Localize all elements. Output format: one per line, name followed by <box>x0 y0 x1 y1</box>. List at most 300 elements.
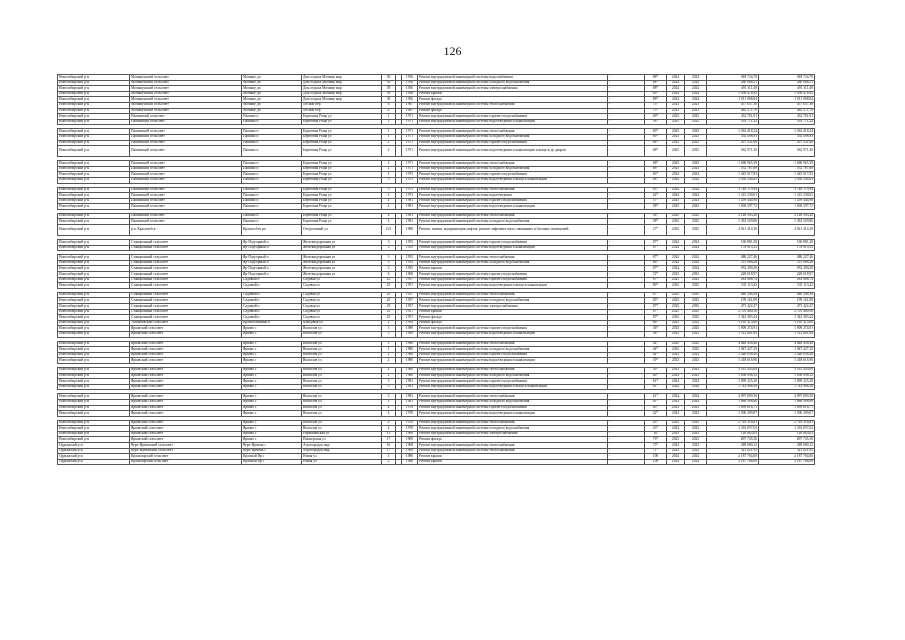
table-cell: 1981 <box>402 394 418 400</box>
table-cell: Ремонт внутридомовой инженерной системы водоотведения и канализации <box>418 204 608 210</box>
table-cell: 562 971,30 <box>759 146 815 157</box>
table-cell: 2025 <box>667 292 685 298</box>
table-cell: Ремонт внутридомовой инженерной системы теплоснабжения <box>418 129 608 135</box>
table-cell: 535 113,42 <box>707 283 759 289</box>
table-cell: - <box>608 108 645 114</box>
table-cell: 473 422,47 <box>707 304 759 310</box>
table-cell: 1986 <box>402 454 418 460</box>
table-cell: 2023 <box>685 352 707 358</box>
table-cell: - <box>608 405 645 411</box>
table-cell: Яр-Подгорный п <box>242 240 302 246</box>
table-cell: Вокзалов ул <box>302 373 382 379</box>
table-cell: Пашино п <box>242 213 302 219</box>
table-cell: 2023 <box>685 358 707 364</box>
table-cell: Пашинский сельсовет <box>130 219 242 225</box>
table-cell: 68* <box>645 177 667 183</box>
table-cell: 87* <box>645 304 667 310</box>
table-cell: 1 909 374,91 <box>707 326 759 332</box>
table-cell: Станционный сельсовет <box>130 315 242 321</box>
table-cell: Ремонт внутридомовой инженерной системы холодного водоснабжения <box>418 134 608 140</box>
table-cell: 4 <box>382 405 396 411</box>
table-cell: 69* <box>645 91 667 97</box>
table-cell: Красноярский сельсовет <box>130 459 242 465</box>
table-cell: Ярковский сельсовет <box>130 373 242 379</box>
table-cell: Ярковский сельсовет <box>130 405 242 411</box>
table-cell: 2025 <box>685 283 707 289</box>
table-cell: Ярково с <box>242 394 302 400</box>
table-cell: 1980 <box>402 347 418 353</box>
table-cell: 2025 <box>685 204 707 210</box>
table-cell: Пашино п <box>242 140 302 146</box>
table-cell: 1 668 965,39 <box>759 161 815 167</box>
table-cell: Ремонт внутридомовой инженерной системы холодного водоснабжения <box>418 399 608 405</box>
table-cell: Новосибирский р-н <box>58 373 130 379</box>
table-cell: 1981 <box>402 204 418 210</box>
table-cell: Новосибирский р-н <box>58 172 130 178</box>
table-cell: 1955 <box>402 266 418 272</box>
table-cell: 1957 <box>402 309 418 315</box>
table-cell: 2 187 764,00 <box>707 459 759 465</box>
table-cell: 87* <box>645 309 667 315</box>
table-cell: 62* <box>645 193 667 199</box>
table-cell: 2025 <box>667 161 685 167</box>
table-cell: 25 <box>382 283 396 289</box>
table-cell: 1968 <box>402 443 418 449</box>
table-cell: Ремонт внутридомовой инженерной системы холодного водоснабжения <box>418 426 608 432</box>
table-cell: 2025 <box>667 347 685 353</box>
table-cell: Ремонт внутридомовой инженерной системы теплоснабжения <box>418 367 608 373</box>
table-cell: Ремонт внутридомовой инженерной системы горячего водоснабжения <box>418 405 608 411</box>
table-cell: - <box>608 172 645 178</box>
table-cell: Новосибирский р-н <box>58 225 130 236</box>
table-cell: Береговая Роща ул <box>302 187 382 193</box>
table-cell: Новосибирский р-н <box>58 97 130 103</box>
table-cell: 2025 <box>667 204 685 210</box>
table-cell: - <box>608 283 645 289</box>
table-cell: 1956 <box>402 86 418 92</box>
table-cell: 280 068,51 <box>707 80 759 86</box>
table-cell: Ремонт внутридомовой инженерной системы холодного водоснабжения <box>418 166 608 172</box>
table-cell: Ремонт внутридомовой инженерной системы водоотведения и канализации <box>418 358 608 364</box>
table-cell: Железнодорожная ул <box>302 266 382 272</box>
table-cell: 2024 <box>667 80 685 86</box>
table-cell: Новосибирский р-н <box>58 86 130 92</box>
table-cell: 2025 <box>667 213 685 219</box>
table-cell: Ремонт внутридомовой инженерной системы теплоснабжения <box>418 102 608 108</box>
table-cell: Новосибирский р-н <box>58 134 130 140</box>
table-cell: Верх-Ирмень с <box>242 443 302 449</box>
table-cell: 213 <box>382 225 396 236</box>
table-cell: Пашино п <box>242 172 302 178</box>
table-cell: Ремонт внутридомовой инженерной системы теплоснабжения <box>418 394 608 400</box>
table-cell: - <box>608 75 645 81</box>
table-cell: 6 <box>382 272 396 278</box>
table-cell: Ремонт внутридомовой инженерной системы горячего водоснабжения <box>418 277 608 283</box>
table-cell: Садовая ул <box>302 304 382 310</box>
table-cell: 1973 <box>402 177 418 183</box>
table-cell: Ярково с <box>242 431 302 437</box>
table-cell: 1957 <box>402 315 418 321</box>
table-cell: Новосибирский р-н <box>58 255 130 261</box>
table-cell: - <box>608 129 645 135</box>
table-cell: 1959 <box>402 320 418 326</box>
table-cell: 2025 <box>685 347 707 353</box>
table-cell: Ремонт внутридомовой инженерной системы электроснабжения <box>418 431 608 437</box>
table-cell: Пашино п <box>242 119 302 125</box>
table-cell: 932 390,30 <box>759 266 815 272</box>
table-cell: 2023 <box>685 411 707 417</box>
table-cell: 2 <box>382 373 396 379</box>
table-cell: - <box>608 411 645 417</box>
table-cell: 1 500 299,07 <box>707 411 759 417</box>
table-cell: 58* <box>645 213 667 219</box>
table-cell: 2023 <box>667 320 685 326</box>
table-cell: 1981 <box>402 213 418 219</box>
table-cell: 68* <box>645 140 667 146</box>
table-cell: 1978 <box>402 420 418 426</box>
table-cell: Береговая Роща ул <box>302 166 382 172</box>
table-cell: 1971 <box>402 129 418 135</box>
table-cell: 3 <box>382 454 396 460</box>
table-cell: 4 648 456,46 <box>759 341 815 347</box>
table-cell: Новосибирский р-н <box>58 146 130 157</box>
table-cell: Ярковский сельсовет <box>130 394 242 400</box>
capital-repair-register-table <box>57 74 815 465</box>
table-cell: Садовая ул <box>302 292 382 298</box>
table-cell: Дом отдыха Мочище мкр <box>302 86 382 92</box>
table-cell: - <box>608 102 645 108</box>
table-cell: 3 <box>382 260 396 266</box>
table-cell: Ремонт внутридомовой инженерной системы водоотведения и выпуск канализации <box>418 177 608 183</box>
table-cell: 1 <box>382 129 396 135</box>
table-cell: Садовый п <box>242 298 302 304</box>
table-cell: Садовая ул <box>302 283 382 289</box>
table-cell: Ордынский р-н <box>58 459 130 465</box>
table-cell: Первомайская ул <box>302 431 382 437</box>
table-cell: Вокзалов ул <box>302 411 382 417</box>
table-cell: Ремонт внутридомовой инженерной системы водоотведения и канализации и выпуск до дворов <box>418 146 608 157</box>
table-cell: - <box>608 161 645 167</box>
table-cell: 1 426 056,40 <box>759 352 815 358</box>
table-cell: 491 311,49 <box>759 86 815 92</box>
table-cell: 27* <box>645 225 667 236</box>
table-cell: 1980 <box>402 358 418 364</box>
table-cell: 4 648 456,46 <box>707 341 759 347</box>
table-cell: - <box>608 177 645 183</box>
table-cell: 432 761,91 <box>759 114 815 120</box>
table-cell: 73* <box>645 443 667 449</box>
table-cell: - <box>608 320 645 326</box>
table-cell: 2024 <box>685 86 707 92</box>
table-cell: Ярково с <box>242 326 302 332</box>
table-cell: 100 <box>645 454 667 460</box>
table-cell: Пашинский сельсовет <box>130 193 242 199</box>
table-cell: 2023 <box>667 102 685 108</box>
table-cell: Береговая Роща ул <box>302 219 382 225</box>
table-cell: Мочище дп <box>242 91 302 97</box>
table-cell: Пашинский сельсовет <box>130 166 242 172</box>
table-cell: Ярково с <box>242 399 302 405</box>
table-cell: 2025 <box>667 298 685 304</box>
table-cell: 228 618,97 <box>707 272 759 278</box>
table-cell: 2025 <box>685 326 707 332</box>
table-cell: 39 <box>382 80 396 86</box>
table-cell: 69* <box>645 129 667 135</box>
table-cell: 40* <box>645 373 667 379</box>
table-cell: Железнодорожная ул <box>302 272 382 278</box>
table-cell: Станционный сельсовет <box>130 292 242 298</box>
table-cell: Отгрузочный ул <box>302 225 382 236</box>
table-cell: 87* <box>645 292 667 298</box>
table-cell: 2 <box>382 166 396 172</box>
table-cell: 1981 <box>402 384 418 390</box>
table-cell: Пашинский сельсовет <box>130 129 242 135</box>
table-cell: 280 068,51 <box>759 80 815 86</box>
table-cell: Новосибирский р-н <box>58 341 130 347</box>
table-cell: 1 342 383,44 <box>759 315 815 321</box>
table-cell: 2025 <box>667 146 685 157</box>
table-cell: Красноглинный п <box>242 320 302 326</box>
table-cell: Новосибирский р-н <box>58 331 130 337</box>
table-cell: Яр-Подгорный п <box>242 266 302 272</box>
table-row <box>58 459 815 465</box>
table-cell: Ярковский сельсовет <box>130 331 242 337</box>
table-cell: 25 <box>382 315 396 321</box>
table-cell: 1 668 965,39 <box>707 161 759 167</box>
table-cell: 39* <box>645 367 667 373</box>
table-cell: 552 767,60 <box>759 166 815 172</box>
table-cell: Ремонт внутридомовой инженерной системы горячего водоснабжения <box>418 272 608 278</box>
table-cell: 88* <box>645 97 667 103</box>
table-cell: Береговая Роща ул <box>302 161 382 167</box>
table-cell: Береговая Роща ул <box>302 119 382 125</box>
table-cell: Новосибирский р-н <box>58 198 130 204</box>
table-cell: Верх-Ирменский сельсовет <box>130 448 242 454</box>
table-cell: Мочищенский сельсовет <box>130 75 242 81</box>
table-cell: Ярково с <box>242 373 302 379</box>
table-cell: Ремонт внутридомовой инженерной системы горячего водоснабжения <box>418 172 608 178</box>
table-cell: Новосибирский р-н <box>58 213 130 219</box>
table-cell: Ремонт фасада <box>418 320 608 326</box>
table-cell: Новосибирский р-н <box>58 326 130 332</box>
table-cell: Новосибирский р-н <box>58 320 130 326</box>
table-cell: 562 971,30 <box>707 146 759 157</box>
table-cell: Пашинский сельсовет <box>130 140 242 146</box>
table-cell: 42* <box>645 411 667 417</box>
table-cell: Ордынский р-н <box>58 454 130 460</box>
table-cell: 3 <box>382 399 396 405</box>
table-cell: Ремонт внутридомовой инженерной системы теплоснабжения <box>418 443 608 449</box>
table-cell: Пашинский сельсовет <box>130 172 242 178</box>
table-cell: 2023 <box>685 426 707 432</box>
table-cell: Вокзалов ул <box>302 367 382 373</box>
table-cell: - <box>608 277 645 283</box>
table-cell: Станционный сельсовет <box>130 245 242 251</box>
table-cell: Ярково с <box>242 405 302 411</box>
table-cell: 2023 <box>667 420 685 426</box>
table-cell: 2 <box>382 459 396 465</box>
table-cell: 2024 <box>685 399 707 405</box>
table-cell: Новосибирский р-н <box>58 379 130 385</box>
table-cell: 2024 <box>667 172 685 178</box>
table-cell: 2023 <box>685 420 707 426</box>
table-cell: Новосибирский р-н <box>58 80 130 86</box>
table-cell: 1 215 230,61 <box>759 193 815 199</box>
table-cell: 1955 <box>402 260 418 266</box>
table-cell: 2024 <box>685 177 707 183</box>
table-cell: Железнодорожная ул <box>302 240 382 246</box>
table-cell: 2023 <box>685 405 707 411</box>
table-cell: 2024 <box>667 97 685 103</box>
table-cell: Ярковский сельсовет <box>130 347 242 353</box>
table-cell: - <box>608 292 645 298</box>
table-cell: Вокзалов ул <box>302 405 382 411</box>
table-cell: 2024 <box>667 86 685 92</box>
table-cell: Железнодорожная ул <box>302 260 382 266</box>
table-cell: Станционный сельсовет <box>130 304 242 310</box>
table-cell: 2023 <box>685 320 707 326</box>
table-cell: 72* <box>645 272 667 278</box>
table-cell: Новосибирский р-н <box>58 283 130 289</box>
table-cell: - <box>608 213 645 219</box>
table-cell: Садовая ул <box>302 309 382 315</box>
table-cell: 4 <box>382 219 396 225</box>
table-cell: 2025 <box>685 129 707 135</box>
table-cell: 2024 <box>667 454 685 460</box>
table-cell: Ремонт крыши <box>418 266 608 272</box>
table-cell: 2024 <box>667 193 685 199</box>
table-cell: 2025 <box>685 304 707 310</box>
table-cell: Яр-Подгорный п <box>242 245 302 251</box>
table-cell: Пашино п <box>242 204 302 210</box>
table-cell: Ремонт внутридомовой инженерной системы теплоснабжения <box>418 292 608 298</box>
table-cell: Новосибирский р-н <box>58 420 130 426</box>
table-cell: 1 045 917,83 <box>759 172 815 178</box>
table-cell: 1 215 230,61 <box>707 193 759 199</box>
table-cell: 2024 <box>667 379 685 385</box>
table-cell: Станционный сельсовет <box>130 272 242 278</box>
table-cell: 2 <box>382 367 396 373</box>
table-cell: 61* <box>645 399 667 405</box>
table-cell: 61* <box>645 379 667 385</box>
table-cell: 3 181 443,69 <box>707 367 759 373</box>
table-cell: 473 422,47 <box>759 304 815 310</box>
table-cell: 44* <box>645 352 667 358</box>
table-cell: Береговая Роща ул <box>302 140 382 146</box>
table-row <box>58 146 815 157</box>
table-cell: Пашинский сельсовет <box>130 198 242 204</box>
table-cell: 846 348,56 <box>707 292 759 298</box>
table-cell: 1 886 908,86 <box>759 399 815 405</box>
table-cell: 1969 <box>402 437 418 443</box>
table-cell: 1 056 478,92 <box>707 91 759 97</box>
table-cell: 1 886 908,86 <box>707 399 759 405</box>
page-number: 126 <box>443 44 462 58</box>
table-cell: Ордынский р-н <box>58 443 130 449</box>
table-cell: Ордынский р-н <box>58 448 130 454</box>
table-cell: Железнодорожная ул <box>302 255 382 261</box>
table-cell: 39* <box>645 358 667 364</box>
table-cell: 2024 <box>685 394 707 400</box>
table-cell: Ремонт фасада <box>418 97 608 103</box>
table-cell: - <box>608 80 645 86</box>
table-cell: Вокзалов ул <box>302 420 382 426</box>
table-cell: Ремонт внутридомовой инженерной системы холодного водоснабжения <box>418 260 608 266</box>
table-cell: Вокзалов ул <box>302 426 382 432</box>
table-cell: 2024 <box>685 255 707 261</box>
table-cell: 1 011 008,84 <box>707 97 759 103</box>
table-cell: 2 <box>382 146 396 157</box>
table-cell: 1 562 418,24 <box>707 129 759 135</box>
table-cell: Пашино п <box>242 129 302 135</box>
table-cell: 3 <box>382 177 396 183</box>
table-cell: 25 <box>382 277 396 283</box>
table-cell: 39 <box>382 97 396 103</box>
table-cell: 2024 <box>685 454 707 460</box>
table-cell: 160 881,28 <box>707 240 759 246</box>
table-cell: - <box>608 225 645 236</box>
table-cell: 2025 <box>685 309 707 315</box>
table-cell: Ремонт внутридомовой инженерной системы теплоснабжения <box>418 448 608 454</box>
table-cell: Новосибирский р-н <box>58 431 130 437</box>
table-cell: - <box>608 437 645 443</box>
table-cell: Ярково с <box>242 347 302 353</box>
table-cell: Новосибирский р-н <box>58 119 130 125</box>
table-cell: 2024 <box>685 187 707 193</box>
table-cell: 2023 <box>667 367 685 373</box>
table-cell: 2025 <box>685 166 707 172</box>
table-cell: 3 148 393,28 <box>759 213 815 219</box>
table-cell: 480 227,46 <box>707 255 759 261</box>
table-cell: Ремонт внутридомовой инженерной системы теплоснабжения <box>418 341 608 347</box>
table-cell: Садовый п <box>242 304 302 310</box>
table-cell: 3 <box>382 240 396 246</box>
table-cell: Ярковский сельсовет <box>130 420 242 426</box>
table-cell: Новосибирский р-н <box>58 204 130 210</box>
table-cell: 4 <box>382 204 396 210</box>
table-cell: 283 086,74 <box>707 277 759 283</box>
table-cell: - <box>608 166 645 172</box>
table-cell: Яр-Подгорный п <box>242 272 302 278</box>
table-cell: Мочищенский сельсовет <box>130 91 242 97</box>
table-cell: 1986 <box>402 459 418 465</box>
table-cell: Ярково с <box>242 420 302 426</box>
table-cell: Новосибирский р-н <box>58 240 130 246</box>
table-cell: 1960 <box>402 431 418 437</box>
table-cell: 85 <box>645 431 667 437</box>
table-cell: Ремонт крыши <box>418 454 608 460</box>
table-cell: - <box>608 146 645 157</box>
table-cell: Ярковский сельсовет <box>130 367 242 373</box>
table-cell: 6 <box>382 102 396 108</box>
table-cell: Красный Яр с <box>242 454 302 460</box>
table-cell: 4 997 809,30 <box>759 394 815 400</box>
table-cell: 58* <box>645 119 667 125</box>
table-cell: 2023 <box>685 102 707 108</box>
table-cell: - <box>608 91 645 97</box>
table-cell: Береговая Роща ул <box>302 146 382 157</box>
table-cell: 2023 <box>685 443 707 449</box>
table-cell: Новосибирский р-н <box>58 91 130 97</box>
table-cell: Мочище дп <box>242 86 302 92</box>
table-cell: Пашинский сельсовет <box>130 161 242 167</box>
table-cell: 2023 <box>685 108 707 114</box>
register-body <box>58 75 815 465</box>
table-cell: Пашинский сельсовет <box>130 146 242 157</box>
table-cell: 1 658 597,72 <box>759 204 815 210</box>
table-cell: - <box>608 86 645 92</box>
table-cell: 61* <box>645 394 667 400</box>
